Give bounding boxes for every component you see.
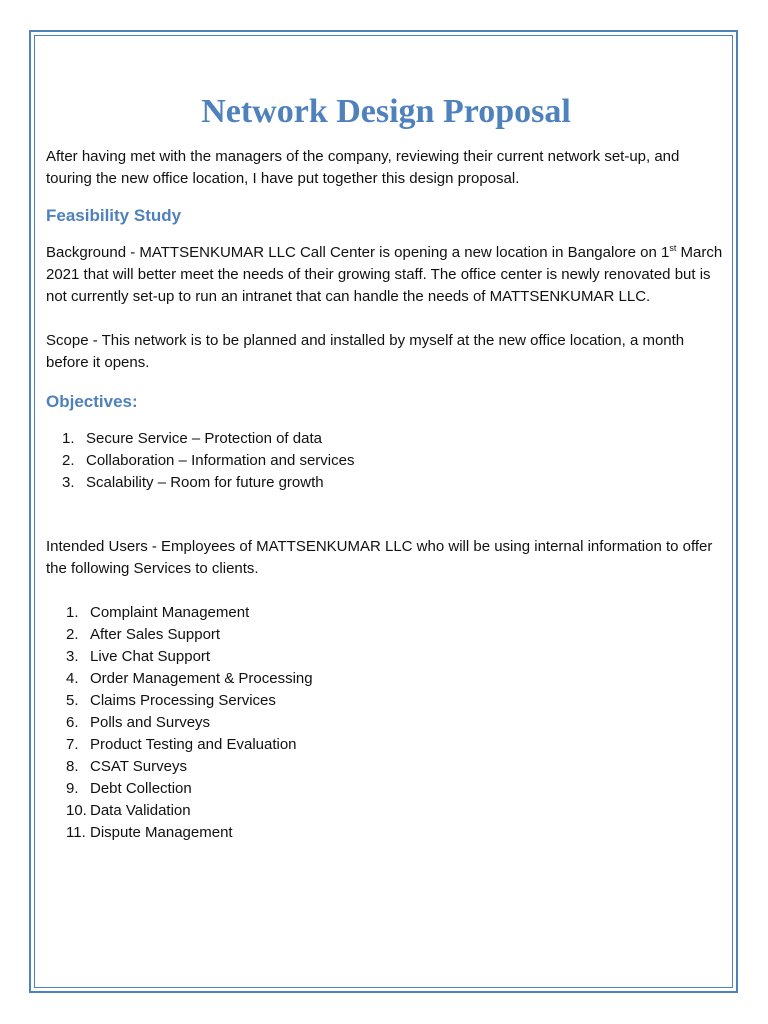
- feasibility-heading: Feasibility Study: [46, 206, 182, 225]
- ordinal-suffix: st: [669, 243, 677, 253]
- service-item: 5. Claims Processing Services: [66, 692, 276, 709]
- services-list: [46, 602, 726, 844]
- objective-item: 1. Secure Service – Protection of data: [62, 430, 322, 447]
- scope-paragraph: Scope - This network is to be planned and installed by myself at the new office location, a month before it opens.: [46, 332, 685, 371]
- service-item: 2. After Sales Support: [66, 626, 221, 643]
- service-item: 3. Live Chat Support: [66, 648, 211, 665]
- background-paragraph: [46, 242, 726, 308]
- service-item: 11. Dispute Management: [66, 824, 233, 841]
- background-text-start: Background - MATTSENKUMAR LLC Call Center is opening a new location in Bangalore on 1: [46, 244, 670, 261]
- intro-paragraph: After having met with the managers of the company, reviewing their current network set-up, and touring the new office location, I have put together this design proposal.: [46, 148, 680, 187]
- service-item: 10. Data Validation: [66, 802, 191, 819]
- service-item: 4. Order Management & Processing: [66, 670, 313, 687]
- service-item: 1. Complaint Management: [66, 604, 250, 621]
- objective-item: 3. Scalability – Room for future growth: [62, 474, 324, 491]
- service-item: 8. CSAT Surveys: [66, 758, 187, 775]
- objective-item: 2. Collaboration – Information and services: [62, 452, 355, 469]
- document-title: Network Design Proposal: [201, 93, 571, 130]
- intended-users-paragraph: Intended Users - Employees of MATTSENKUMAR LLC who will be using internal information to offer the following Services to clients.: [46, 538, 713, 577]
- service-item: 9. Debt Collection: [66, 780, 192, 797]
- document-body: [46, 88, 726, 844]
- objectives-list: [46, 428, 726, 494]
- background-text-end: March 2021 that will better meet the needs of their growing staff. The office center is newly renovated but is not currently set-up to run an intranet that can handle the needs of MATTSENKUMAR LLC.: [46, 244, 723, 305]
- service-item: 7. Product Testing and Evaluation: [66, 736, 297, 753]
- objectives-heading: Objectives:: [46, 392, 138, 411]
- service-item: 6. Polls and Surveys: [66, 714, 211, 731]
